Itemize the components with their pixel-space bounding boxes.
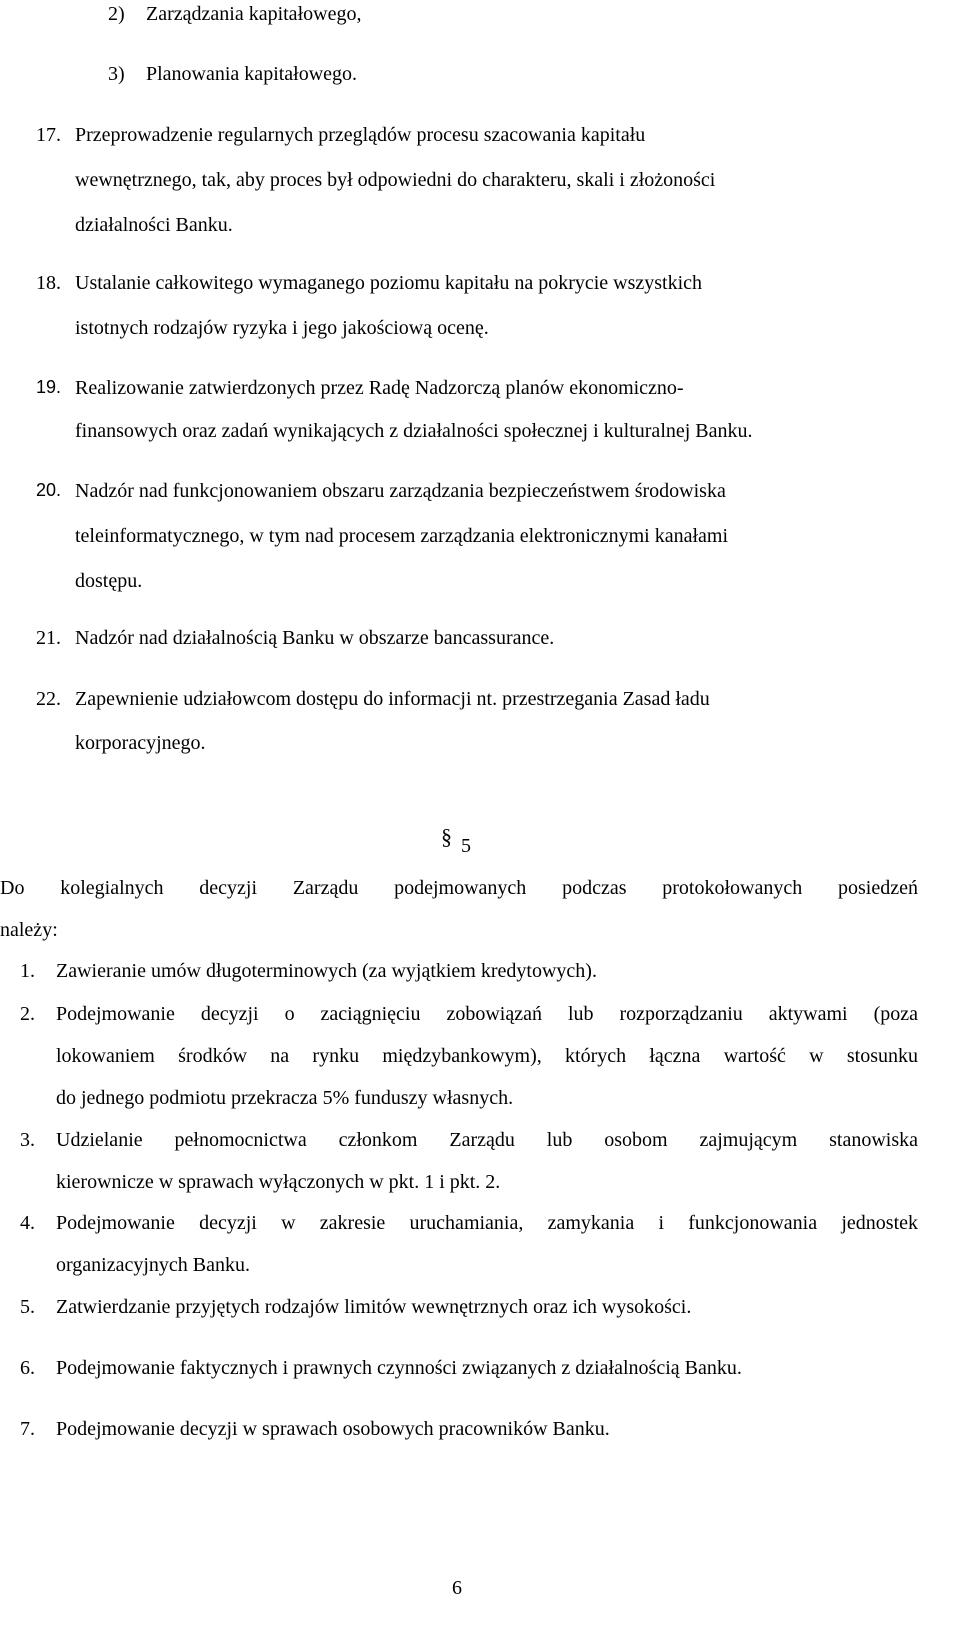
duty-text-line: Nadzór nad działalnością Banku w obszarze bancassurance. xyxy=(75,627,555,649)
page-number: 6 xyxy=(452,1577,462,1599)
decision-number: 6. xyxy=(20,1357,35,1379)
section-intro: należy: xyxy=(0,919,58,941)
duty-number: 21. xyxy=(36,627,61,649)
decision-text-line: Podejmowanie decyzji w zakresie uruchamiania, zamykania i funkcjonowania jednostek xyxy=(56,1212,918,1234)
decision-number: 3. xyxy=(20,1129,35,1151)
decision-text-line: do jednego podmiotu przekracza 5% funduszy własnych. xyxy=(56,1087,514,1109)
duty-text-line: Zapewnienie udziałowcom dostępu do informacji nt. przestrzegania Zasad ładu xyxy=(75,688,710,710)
duty-number: 22. xyxy=(36,688,61,710)
duty-text-line: teleinformatycznego, w tym nad procesem zarządzania elektronicznymi kanałami xyxy=(75,525,729,547)
decision-text-line: Podejmowanie decyzji o zaciągnięciu zobowiązań lub rozporządzaniu aktywami (poza xyxy=(56,1003,918,1025)
duty-text-line: dostępu. xyxy=(75,570,143,592)
decision-text-line: Zatwierdzanie przyjętych rodzajów limitów wewnętrznych oraz ich wysokości. xyxy=(56,1296,692,1318)
duty-number: 18. xyxy=(36,272,61,294)
duty-number: 17. xyxy=(36,124,61,146)
list-number: 2) xyxy=(108,3,125,25)
decision-text-line: organizacyjnych Banku. xyxy=(56,1254,251,1276)
decision-text-line: Podejmowanie faktycznych i prawnych czynności związanych z działalnością Banku. xyxy=(56,1357,742,1379)
decision-text-line: Zawieranie umów długoterminowych (za wyjątkiem kredytowych). xyxy=(56,960,597,982)
decision-number: 1. xyxy=(20,960,35,982)
decision-number: 7. xyxy=(20,1418,35,1440)
list-item-text: Planowania kapitałowego. xyxy=(146,63,358,85)
section-symbol: § xyxy=(441,824,452,849)
duty-text-line: Realizowanie zatwierdzonych przez Radę Nadzorczą planów ekonomiczno- xyxy=(75,377,684,399)
decision-text-line: kierownicze w sprawach wyłączonych w pkt. 1 i pkt. 2. xyxy=(56,1171,501,1193)
duty-text-line: wewnętrznego, tak, aby proces był odpowiedni do charakteru, skali i złożoności xyxy=(75,169,716,191)
section-number: 5 xyxy=(461,835,471,857)
duty-text-line: finansowych oraz zadań wynikających z działalności społecznej i kulturalnej Banku. xyxy=(75,420,753,442)
duty-text-line: Nadzór nad funkcjonowaniem obszaru zarządzania bezpieczeństwem środowiska xyxy=(75,480,726,502)
section-intro: Do kolegialnych decyzji Zarządu podejmowanych podczas protokołowanych posiedzeń xyxy=(0,877,918,899)
list-number: 3) xyxy=(108,63,125,85)
decision-text-line: lokowaniem środków na rynku międzybankowym), których łączna wartość w stosunku xyxy=(56,1045,918,1067)
decision-number: 2. xyxy=(20,1003,35,1025)
list-item-text: Zarządzania kapitałowego, xyxy=(146,3,362,25)
duty-text-line: działalności Banku. xyxy=(75,214,233,236)
decision-text-line: Udzielanie pełnomocnictwa członkom Zarządu lub osobom zajmującym stanowiska xyxy=(56,1129,918,1151)
duty-text-line: Przeprowadzenie regularnych przeglądów procesu szacowania kapitału xyxy=(75,124,646,146)
decision-number: 4. xyxy=(20,1212,35,1234)
duty-number: 20. xyxy=(36,480,62,500)
decision-text-line: Podejmowanie decyzji w sprawach osobowych pracowników Banku. xyxy=(56,1418,610,1440)
duty-text-line: Ustalanie całkowitego wymaganego poziomu kapitału na pokrycie wszystkich xyxy=(75,272,703,294)
duty-text-line: istotnych rodzajów ryzyka i jego jakościową ocenę. xyxy=(75,317,489,339)
duty-number: 19. xyxy=(36,377,62,397)
duty-text-line: korporacyjnego. xyxy=(75,732,206,754)
decision-number: 5. xyxy=(20,1296,35,1318)
